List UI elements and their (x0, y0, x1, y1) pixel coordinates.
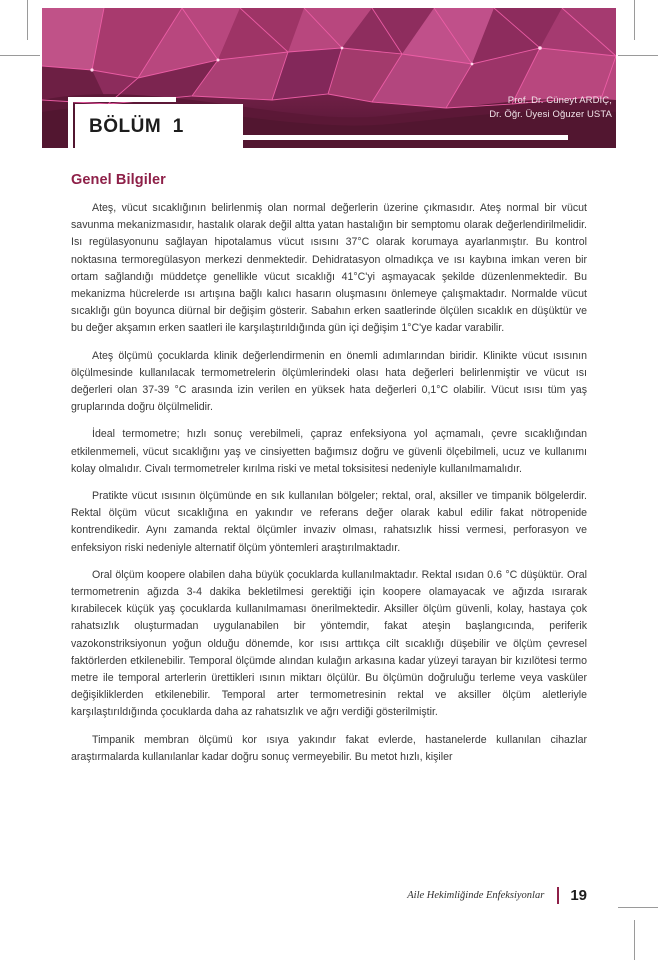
chapter-box-accent-top (68, 97, 176, 102)
crop-mark-bottom-right-vertical (634, 920, 635, 960)
chapter-box-accent-left (68, 97, 73, 148)
crop-mark-top-right-horizontal (618, 55, 658, 56)
chapter-title: BÖLÜM 1 (89, 115, 184, 137)
body-paragraph: İdeal termometre; hızlı sonuç verebilmeli, çapraz enfeksiyona yol açmamalı, çevre sıcaklığından etkilenmemeli, vücut sıcaklığını yaş ve cinsiyetten bağımsız doğru ve güvenli ölçebilmeli, ucuz ve kullanımı kolay olmalıdır. Civalı termometreler kırılma riski ve metal toksisitesi nedeniyle kullanılmamalıdır. (71, 428, 587, 475)
footer-book-title: Aile Hekimliğinde Enfeksiyonlar (407, 890, 545, 901)
section-heading: Genel Bilgiler (71, 172, 166, 188)
page-footer (71, 887, 587, 904)
banner-white-rule (238, 135, 568, 140)
crop-mark-top-right-vertical (634, 0, 635, 40)
body-paragraph: Ateş ölçümü çocuklarda klinik değerlendirmenin en önemli adımlarından biridir. Klinikte vücut ısısının ölçülmesinde kullanılacak termometrelerin ölçümlerindeki olası hata değerleri belirlenmiştir ve vücut ısı değerleri olan 37-39 °C arasında izin verilen en yüksek hata değerleri 0,1°C olabilir. Vücut ısısı tüm yaş gruplarında doğru ölçülmelidir. (71, 349, 587, 414)
author-credits (489, 94, 612, 122)
crop-mark-bottom-right-horizontal (618, 907, 658, 908)
body-paragraph: Oral ölçüm koopere olabilen daha büyük çocuklarda kullanılmaktadır. Rektal ısıdan 0.6 °C düşüktür. Oral termometrenin ağızda 3-4 dakika bekletilmesi gerektiği için koopere olamayacak ve ağızda ısırarak kırabilecek küçük yaş çocuklarda kullanılmaması önerilmektedir. Aksiller ölçüm güvenli, kolay, hastaya çok rahatsızlık oluşturmadan uygulanabilen bir yöntemdir, fakat ateşin başlangıcında, periferik vazokonstriksiyonun yoğun olduğu dönemde, kor ısısı arttıkça cilt sıcaklığı düşebilir ve ölçüm çevresel faktörlerden etkilenebilir. Temporal ölçümde alından kulağın arkasına kadar yüzeyi tarayan bir kızılötesi termo metre ile temporal arterlerin ürettikleri ısının miktarı ölçülür. Bu ölçümün doğruluğu terleme veya vasküler değişikliklerden etkilenebilir. Temporal arter termometresinin rektal ve aksiller ölçüm aletleriyle karşılaştırıldığında çocuklarda daha az rahatsızlık ve ağrı verdiği gösterilmiştir. (71, 568, 587, 719)
page-content (71, 172, 587, 776)
crop-mark-top-left-horizontal (0, 55, 40, 56)
author-line-2: Dr. Öğr. Üyesi Oğuzer USTA (489, 109, 612, 120)
body-paragraph: Ateş, vücut sıcaklığının belirlenmiş olan normal değerlerin üzerine çıkmasıdır. Ateş normal bir vücut savunma mekanizmasıdır, hastalık olarak değil altta yatan hastalığın bir semptomu olarak değerlendirilmelidir. Isı regülasyonunu sağlayan hipotalamus vücut ısısını 37°C olarak korumaya ayarlanmıştır. Bu kontrol noktasına termoregülasyon merkezi denmektedir. Dehidratasyon olmadıkça ve ısı kaybına imkan veren bir ortam sağlandığı müddetçe genellikle vücut sıcaklığı 41°C'yi aşmayacak şekilde düzenlenmektedir. Bu mekanizma hücrelerde ısı artışına bağlı kalıcı hasarın oluşmasını önlemeye çalışmaktadır. Normalde vücut sıcaklığı gün boyunca diürnal bir değişim gösterir. Sabahın erken saatlerinde ölçülen sıcaklık en düşüktür ve bu değer akşamın erken saatleri ile karşılaştırıldığında gün içi değişim 1°C'ye kadar varabilir. (71, 202, 587, 335)
author-line-1: Prof. Dr. Cüneyt ARDIÇ, (507, 95, 612, 106)
body-paragraph: Timpanik membran ölçümü kor ısıya yakındır fakat evlerde, hastanelerde kullanılan cihazlar araştırmalarda kullanılanlar kadar doğru sonuç vermeyebilir. Bu metot hızlı, kişiler (71, 733, 587, 763)
footer-divider (557, 887, 559, 904)
crop-mark-top-left-vertical (27, 0, 28, 40)
chapter-number-box (75, 104, 243, 149)
footer-page-number: 19 (570, 887, 587, 904)
body-paragraph: Pratikte vücut ısısının ölçümünde en sık kullanılan bölgeler; rektal, oral, aksiller ve timpanik bölgelerdir. Rektal ölçüm vücut sıcaklığına en yakındır ve referans değer olarak kabul edilir fakat nötropenide kontrendikedir. Aynı zamanda rektal ölçümler invaziv olması, rahatsızlık hissi vermesi, perforasyon ve enfeksiyon riski nedeniyle alternatif ölçüm yöntemleri araştırılmaktadır. (71, 490, 587, 554)
